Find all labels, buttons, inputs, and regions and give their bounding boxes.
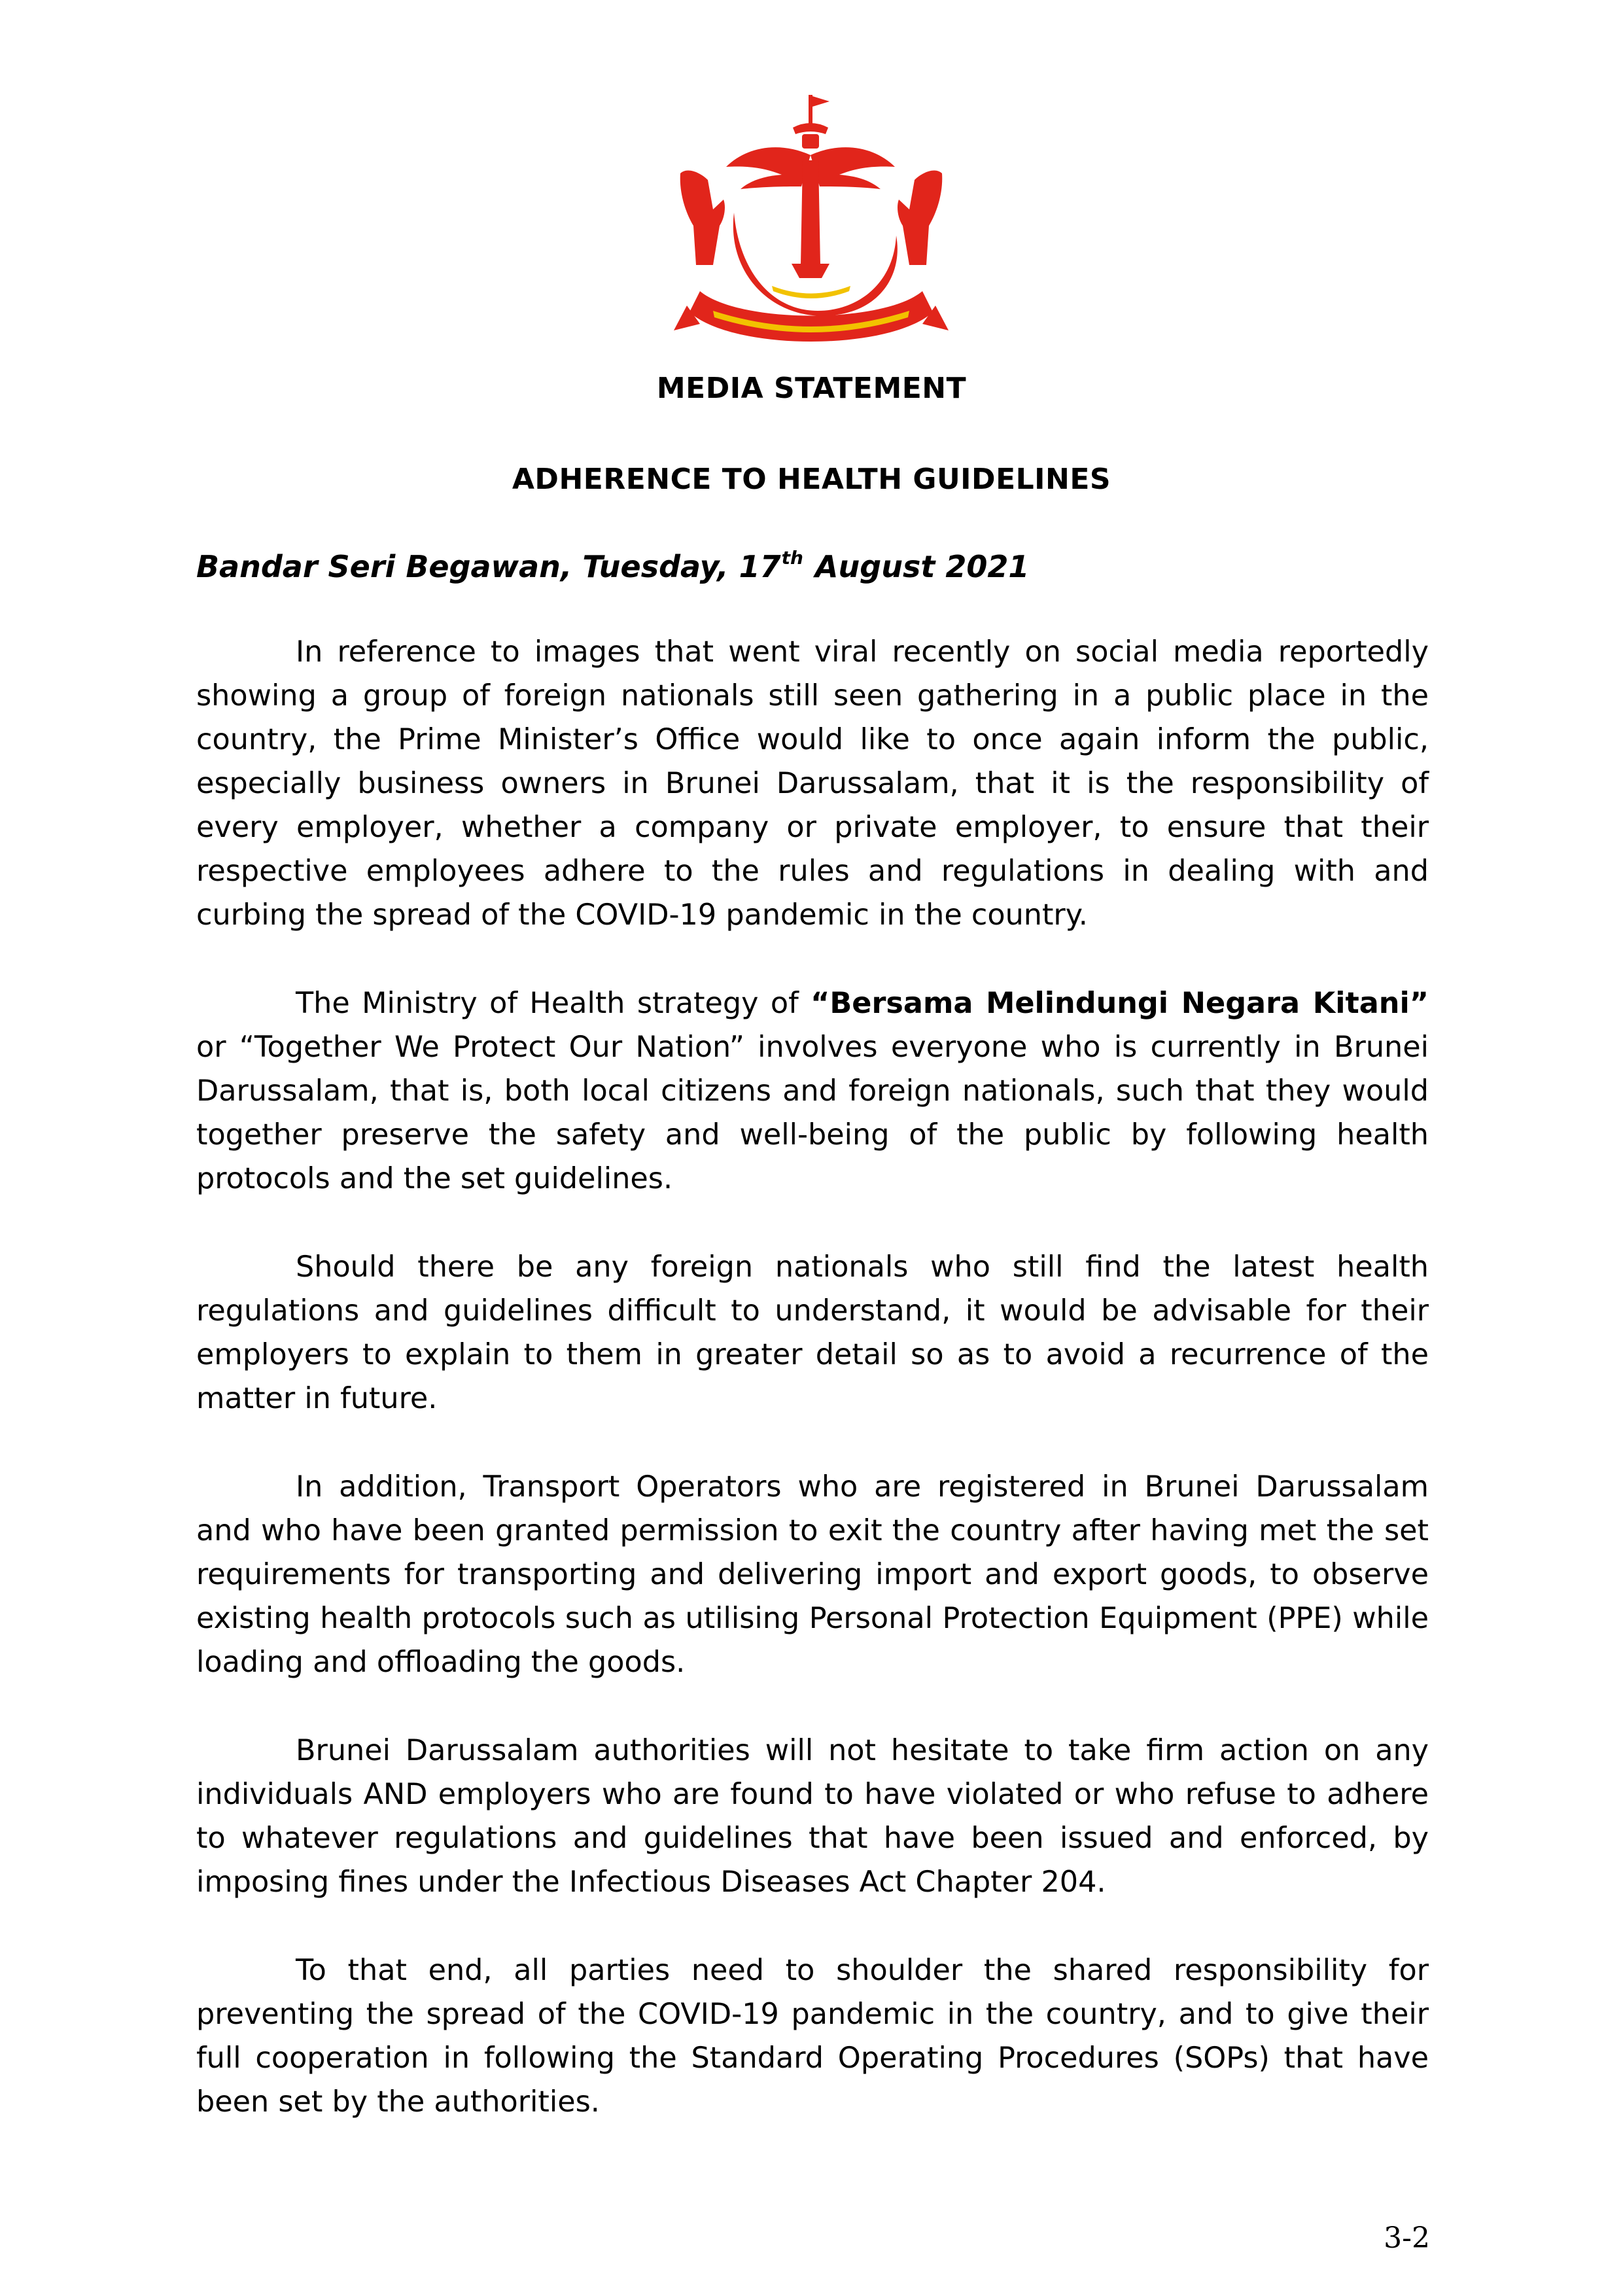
slogan-bold: “Bersama Melindungi Negara Kitani”: [811, 987, 1429, 1020]
paragraph-shared-responsibility: To that end, all parties need to shoulder the shared responsibility for preventing the spread of the COVID-19 pandemic in the country, and to give their full cooperation in following the Standard Operating Procedures (SOPs) that have been set by the authorities.: [196, 1954, 1429, 2119]
page-number: 3-2: [1384, 2221, 1430, 2255]
media-statement-heading: MEDIA STATEMENT: [656, 372, 967, 405]
dateline-ordinal: th: [781, 547, 803, 569]
statement-body: [196, 630, 1429, 2168]
dateline: [196, 547, 1029, 584]
dateline-month-year: August 2021: [804, 549, 1030, 584]
paragraph-employer-explain: Should there be any foreign nationals who still find the latest health regulations and guidelines difficult to understand, it would be advisable for their employers to explain to them in greater detail so as to avoid a recurrence of the matter in future.: [196, 1250, 1429, 1415]
paragraph-moh-strategy-intro: The Ministry of Health strategy of: [296, 987, 811, 1020]
dateline-separator: ,: [560, 549, 572, 584]
dateline-place: Bandar Seri Begawan: [196, 549, 561, 584]
statement-title: ADHERENCE TO HEALTH GUIDELINES: [512, 463, 1111, 496]
brunei-crest-emblem-icon: [674, 95, 949, 357]
dateline-day: Tuesday, 17: [572, 549, 781, 584]
paragraph-transport-operators: In addition, Transport Operators who are registered in Brunei Darussalam and who have been granted permission to exit the country after having met the set requirements for transporting and delivering import and export goods, to observe existing health protocols such as utilising Personal Protection Equipment (PPE) while loading and offloading the goods.: [196, 1470, 1429, 1679]
paragraph-enforcement: Brunei Darussalam authorities will not hesitate to take firm action on any individuals AND employers who are found to have violated or who refuse to adhere to whatever regulations and guidelines that have been issued and enforced, by imposing fines under the Infectious Diseases Act Chapter 204.: [196, 1734, 1429, 1899]
paragraph-moh-strategy: [196, 981, 1429, 1201]
paragraph-moh-strategy-rest: or “Together We Protect Our Nation” involves everyone who is currently in Brunei Darussalam, that is, both local citizens and foreign nationals, such that they would together preserve the safety and well-being of the public by following health protocols and the set guidelines.: [196, 1031, 1429, 1195]
paragraph-employer-responsibility: In reference to images that went viral recently on social media reportedly showing a group of foreign nationals still seen gathering in a public place in the country, the Prime Minister’s Office would like to once again inform the public, especially business owners in Brunei Darussalam, that it is the responsibility of every employer, whether a company or private employer, to ensure that their respective employees adhere to the rules and regulations in dealing with and curbing the spread of the COVID-19 pandemic in the country.: [196, 635, 1429, 932]
